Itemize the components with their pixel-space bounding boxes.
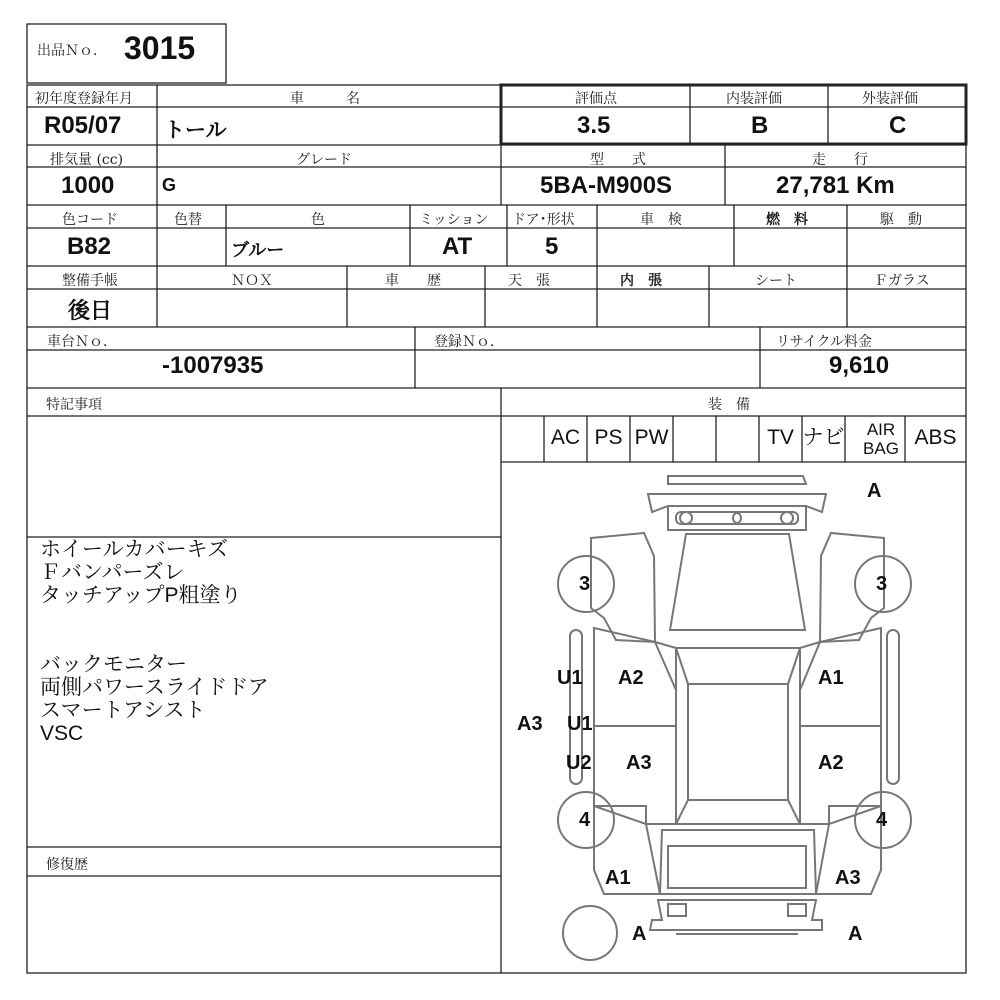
color-code-value: B82: [67, 233, 112, 260]
damage-mark: U1: [567, 713, 593, 735]
color-value: ブルー: [231, 240, 285, 260]
damage-mark: 4: [579, 809, 591, 831]
recycle-fee-value: 9,610: [829, 352, 890, 379]
interior-score-value: B: [751, 112, 769, 139]
drive-label: 駆 動: [880, 212, 922, 228]
equipment-pw: PW: [634, 426, 669, 449]
equipment-ps: PS: [594, 426, 623, 449]
interior-score-label: 内装評価: [726, 91, 782, 107]
f-glass-label: Ｆガラス: [874, 273, 930, 289]
transmission-value: AT: [442, 233, 473, 260]
damage-mark: U2: [566, 752, 592, 774]
damage-mark: A2: [818, 752, 844, 774]
score-label: 評価点: [575, 91, 617, 107]
note-line: バックモニター: [40, 653, 187, 676]
damage-mark: A: [867, 480, 882, 502]
notes-label: 特記事項: [46, 397, 102, 413]
chassis-no-label: 車台Ｎｏ．: [47, 334, 117, 350]
mileage-value: 27,781 Km: [776, 172, 895, 199]
grade-value: G: [162, 175, 177, 195]
recycle-fee-label: リサイクル料金: [776, 334, 873, 350]
damage-mark: A1: [605, 867, 631, 889]
sunroof-label: 天 張: [508, 273, 550, 289]
door-shape-label: ドア･形状: [512, 212, 575, 228]
nox-label: ＮＯＸ: [231, 273, 273, 289]
equipment-tv: TV: [767, 426, 794, 449]
color-label: 色: [311, 212, 325, 228]
note-line: スマートアシスト: [40, 699, 206, 722]
service-book-label: 整備手帳: [62, 273, 118, 289]
door-shape-value: 5: [545, 233, 559, 260]
inspection-label: 車 検: [640, 212, 682, 228]
color-change-label: 色替: [174, 212, 202, 228]
seat-label: シート: [755, 273, 797, 289]
displacement-label: 排気量 (cc): [50, 152, 124, 168]
note-line: VSC: [40, 722, 84, 745]
service-book-value: 後日: [68, 298, 113, 323]
model-value: 5BA-M900S: [540, 172, 673, 199]
damage-mark: A3: [835, 867, 861, 889]
note-line: Ｆバンパーズレ: [40, 561, 185, 584]
damage-mark: A: [632, 923, 647, 945]
damage-mark: 4: [876, 809, 888, 831]
car-name-label: 車 名: [290, 91, 360, 107]
first-reg-label: 初年度登録年月: [35, 91, 133, 107]
equipment-navi: ナビ: [802, 426, 845, 449]
model-label: 型 式: [590, 152, 646, 168]
lot-number-label: 出品Ｎｏ．: [37, 43, 107, 59]
damage-mark: A: [848, 923, 863, 945]
damage-mark: 3: [876, 573, 888, 595]
grade-label: グレード: [296, 152, 352, 168]
equipment-ac: AC: [550, 426, 581, 449]
damage-mark: U1: [557, 667, 583, 689]
color-code-label: 色コード: [62, 212, 118, 228]
repair-history-label: 修復歴: [46, 857, 88, 873]
damage-mark: A1: [818, 667, 844, 689]
exterior-score-value: C: [889, 112, 907, 139]
equipment-airbag: AIR BAG: [863, 420, 899, 458]
equipment-label: 装 備: [708, 397, 750, 413]
equipment-abs: ABS: [914, 426, 957, 449]
damage-mark: A3: [517, 713, 543, 735]
chassis-no-value: -1007935: [162, 352, 264, 379]
note-line: 両側パワースライドドア: [40, 676, 269, 699]
displacement-value: 1000: [61, 172, 115, 199]
exterior-score-label: 外装評価: [862, 91, 918, 107]
interior-trim-label: 内 張: [620, 273, 662, 289]
damage-mark: A3: [626, 752, 652, 774]
reg-no-label: 登録Ｎｏ．: [434, 334, 504, 350]
fuel-label: 燃 料: [766, 212, 808, 228]
note-line: ホイールカバーキズ: [40, 538, 229, 561]
history-label: 車 歴: [385, 273, 441, 289]
damage-mark: 3: [579, 573, 591, 595]
score-value: 3.5: [577, 112, 611, 139]
note-line: タッチアップP粗塗り: [40, 584, 242, 607]
mileage-label: 走 行: [812, 152, 868, 168]
damage-mark: A2: [618, 667, 644, 689]
transmission-label: ミッション: [419, 212, 489, 228]
first-reg-value: R05/07: [44, 112, 122, 139]
lot-number: 3015: [124, 30, 196, 66]
car-name-value: トール: [164, 119, 227, 142]
